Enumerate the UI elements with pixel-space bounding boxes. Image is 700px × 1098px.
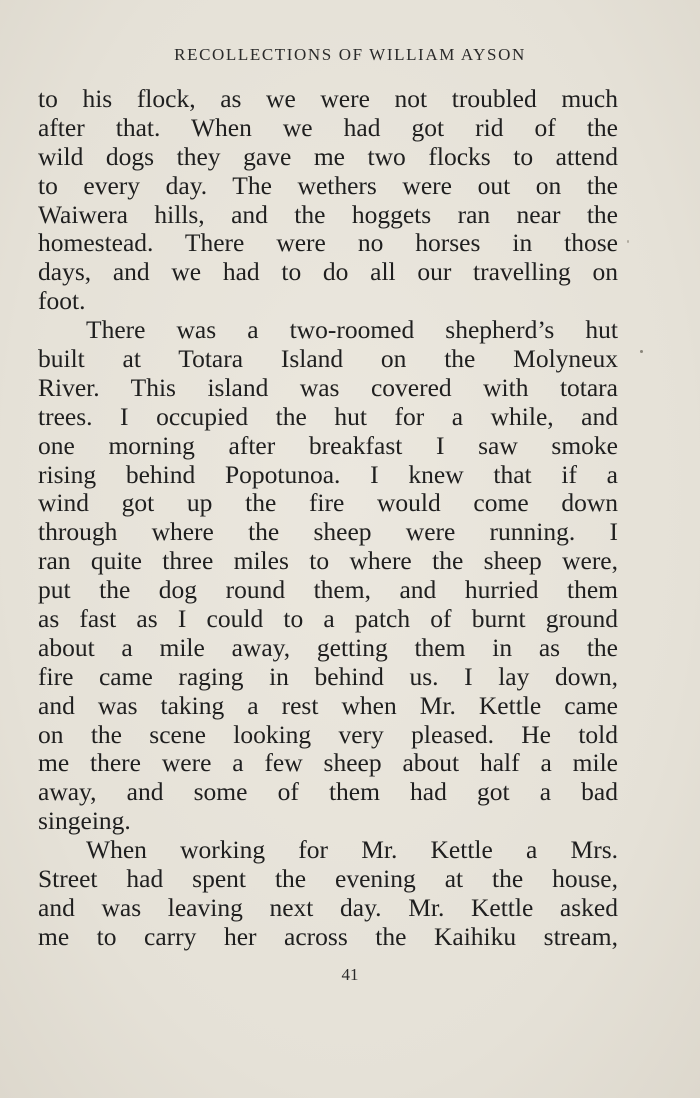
text-line: wild dogs they gave me two flocks to attend xyxy=(38,141,618,171)
page-number: 41 xyxy=(341,965,359,984)
body-text xyxy=(38,85,618,952)
text-line: ran quite three miles to where the sheep were, xyxy=(38,546,618,576)
text-line: homestead. There were no horses in those xyxy=(38,228,618,258)
text-line: days, and we had to do all our travelling on xyxy=(38,257,618,287)
text-line: after that. When we had got rid of the xyxy=(38,112,618,142)
text-line: built at Totara Island on the Molyneux xyxy=(38,344,618,374)
text-line: and was leaving next day. Mr. Kettle asked xyxy=(38,892,618,922)
text-line: foot. xyxy=(38,286,86,316)
text-line: When working for Mr. Kettle a Mrs. xyxy=(86,835,618,865)
text-line: about a mile away, getting them in as the xyxy=(38,632,618,662)
text-line: put the dog round them, and hurried them xyxy=(38,575,618,605)
text-line: singeing. xyxy=(38,806,131,836)
text-line: away, and some of them had got a bad xyxy=(38,777,618,807)
running-head: RECOLLECTIONS OF WILLIAM AYSON xyxy=(174,45,526,64)
text-line: trees. I occupied the hut for a while, and xyxy=(38,401,618,431)
paper-speck xyxy=(640,350,643,353)
text-line: There was a two-roomed shepherd’s hut xyxy=(86,315,618,345)
text-line: and was taking a rest when Mr. Kettle came xyxy=(38,690,618,720)
text-line: to his flock, as we were not troubled much xyxy=(38,84,618,113)
text-line: me to carry her across the Kaihiku stream, xyxy=(38,921,618,951)
text-line: me there were a few sheep about half a mile xyxy=(38,748,618,778)
text-line: as fast as I could to a patch of burnt ground xyxy=(38,604,618,634)
text-line: Waiwera hills, and the hoggets ran near the xyxy=(38,199,618,229)
text-line: through where the sheep were running. I xyxy=(38,517,618,547)
text-line: wind got up the fire would come down xyxy=(38,488,618,518)
text-line: to every day. The wethers were out on the xyxy=(38,170,618,200)
text-line: Street had spent the evening at the house, xyxy=(38,864,618,894)
text-line: rising behind Popotunoa. I knew that if a xyxy=(38,459,618,489)
text-line: one morning after breakfast I saw smoke xyxy=(38,430,618,460)
text-line: River. This island was covered with totara xyxy=(38,372,618,402)
text-line: fire came raging in behind us. I lay down, xyxy=(38,661,618,691)
text-line: on the scene looking very pleased. He told xyxy=(38,719,618,749)
paper-speck xyxy=(627,240,629,243)
